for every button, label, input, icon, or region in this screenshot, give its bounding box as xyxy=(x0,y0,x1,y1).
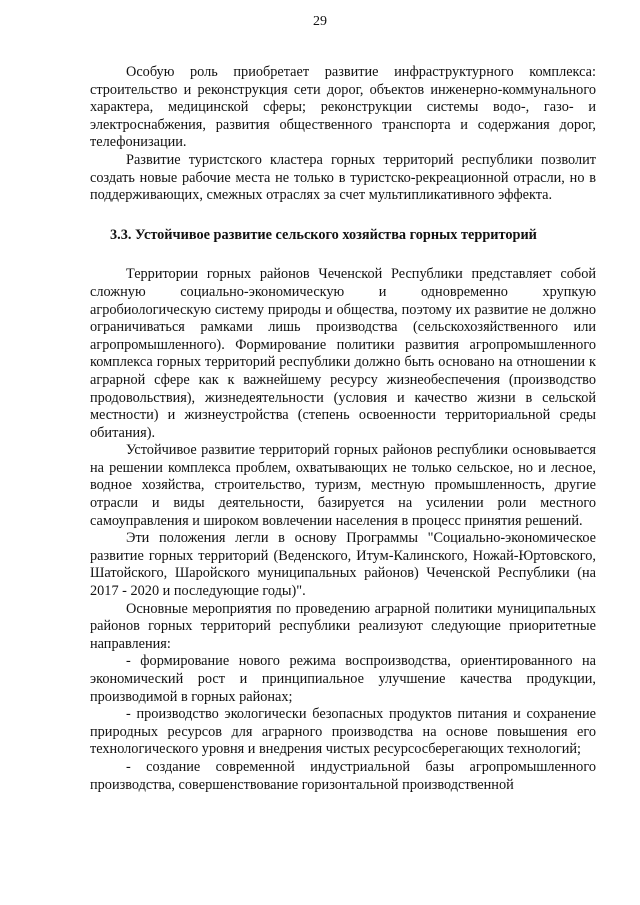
body-paragraph: Основные мероприятия по проведению аграрной политики муниципальных районов горных территорий республики реализуют следующие приоритетные направления: xyxy=(90,600,596,652)
intro-paragraph: Развитие туристского кластера горных территорий республики позволит создать новые рабочие места не только в туристско-рекреационной отрасли, но в поддерживающих, смежных отраслях за счет мультипликативного эффекта. xyxy=(90,151,596,204)
intro-paragraph: Особую роль приобретает развитие инфраструктурного комплекса: строительство и реконструкция сети дорог, объектов инженерно-коммунального характера, медицинской сферы; реконструкции системы водо-, газо- и электроснабжения, развития общественного транспорта и содержания дорог, телефонизации. xyxy=(90,64,596,151)
page-number: 29 xyxy=(313,14,327,29)
section-heading: 3.3. Устойчивое развитие сельского хозяйства горных территорий xyxy=(110,226,537,243)
list-item: - производство экологически безопасных продуктов питания и сохранение природных ресурсов для аграрного производства на основе повышения его технологического уровня и внедрения чистых ресурсосберегающих технологий; xyxy=(90,706,596,758)
body-paragraph: Территории горных районов Чеченской Республики представляет собой сложную социально-экономическую и одновременно хрупкую агробиологическую систему природы и общества, поэтому их развитие не должно ограничиваться рамками лишь производства (сельскохозяйственного или агропромышленного). Формирование политики развития агропромышленного комплекса горных территорий республики должно быть основано на отношении к аграрной сфере как к важнейшему ресурсу жизнеобеспечения (производство продовольствия), жизнедеятельности (условия и качество жизни в сельской местности) и жизнеустройства (степень освоенности территориальной среды обитания). xyxy=(90,266,596,441)
list-item: - формирование нового режима воспроизводства, ориентированного на экономический рост и принципиальное улучшение качества продукции, производимой в горных районах; xyxy=(90,653,596,705)
list-item: - создание современной индустриальной базы агропромышленного производства, совершенствование горизонтальной производственной xyxy=(90,758,596,793)
body-paragraph: Устойчивое развитие территорий горных районов республики основывается на решении комплекса проблем, охватывающих не только сельское, но и лесное, водное хозяйства, строительство, туризм, местную промышленность, другие отрасли и виды деятельности, базируется на усилении роли местного самоуправления и широком вовлечении населения в процесс принятия решений. xyxy=(90,442,596,529)
body-paragraph: Эти положения легли в основу Программы "Социально-экономическое развитие горных территорий (Веденского, Итум-Калинского, Ножай-Юртовского, Шатойского, Шаройского муниципальных районов) Чеченской Республики (на 2017 - 2020 и последующие годы)". xyxy=(90,530,596,600)
page-body xyxy=(90,64,596,794)
